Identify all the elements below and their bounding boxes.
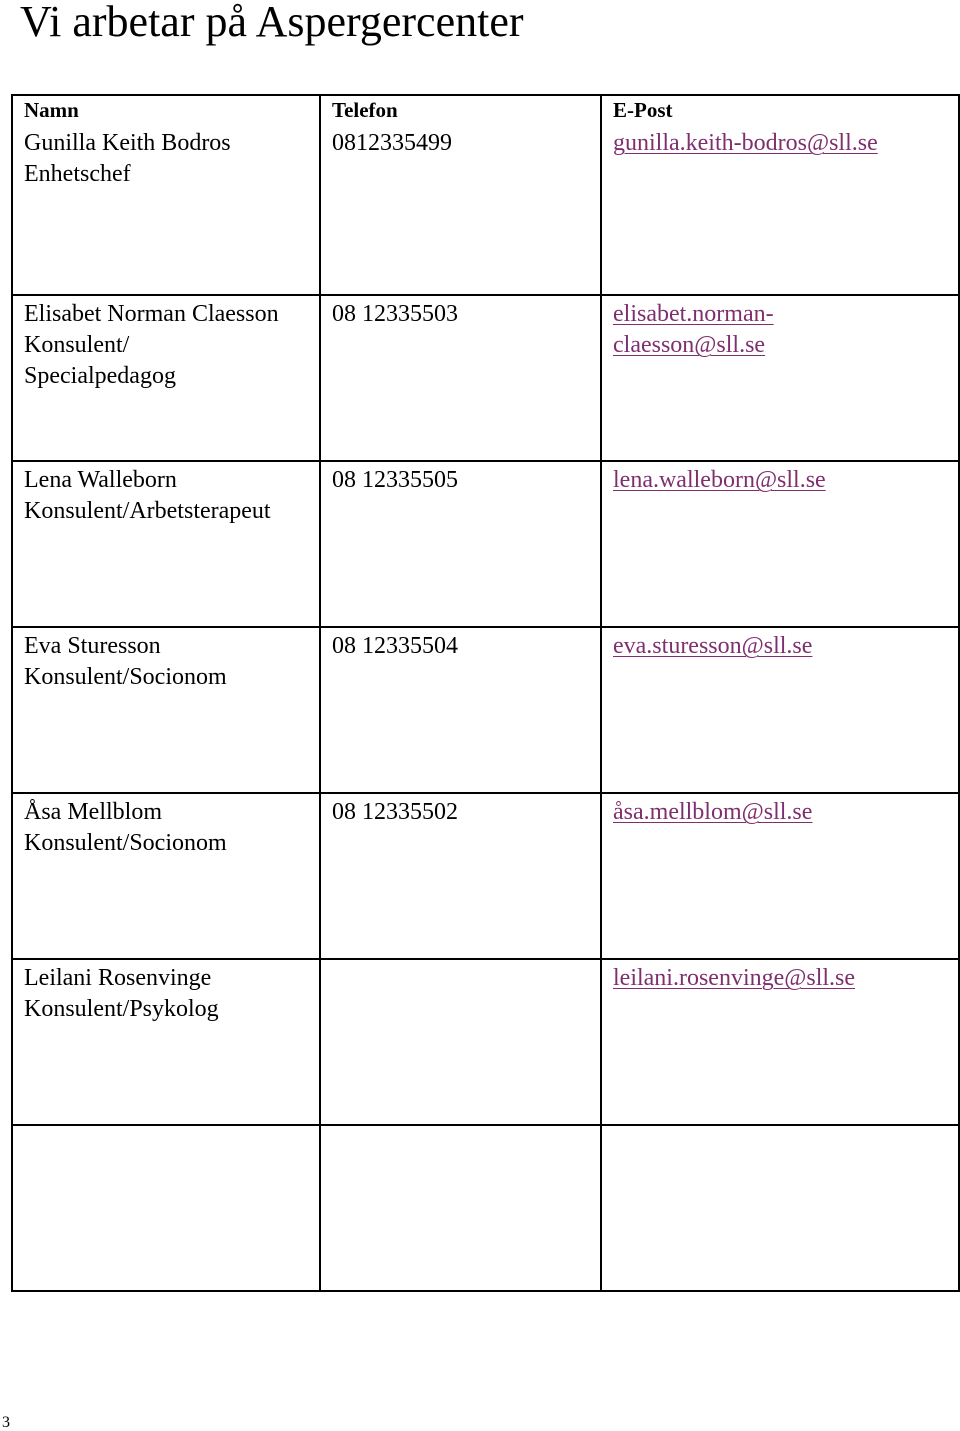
table-row — [12, 959, 959, 1125]
person-role: Konsulent/ Specialpedagog — [24, 332, 176, 389]
cell-email — [601, 461, 959, 627]
person-name: Gunilla Keith Bodros — [24, 130, 231, 156]
cell-phone — [320, 959, 601, 1125]
person-name: Leilani Rosenvinge — [24, 965, 212, 991]
cell-email — [601, 295, 959, 461]
email-link[interactable]: elisabet.norman-claesson@sll.se — [613, 301, 774, 358]
cell-name — [12, 295, 320, 461]
phone-number: 08 12335504 — [332, 633, 458, 659]
page-number: 3 — [2, 1414, 10, 1431]
phone-number: 08 12335505 — [332, 467, 458, 493]
person-role: Konsulent/Psykolog — [24, 996, 219, 1022]
cell-name — [12, 124, 320, 295]
email-link[interactable]: leilani.rosenvinge@sll.se — [613, 965, 856, 991]
email-link[interactable]: åsa.mellblom@sll.se — [613, 799, 813, 825]
cell-phone — [320, 124, 601, 295]
person-name: Elisabet Norman Claesson — [24, 301, 279, 327]
contact-table — [11, 94, 960, 1292]
table-row-empty — [12, 1125, 959, 1291]
cell-email — [601, 1125, 959, 1291]
cell-email — [601, 124, 959, 295]
cell-email — [601, 793, 959, 959]
cell-email — [601, 959, 959, 1125]
table-header-row — [12, 95, 959, 124]
table-row — [12, 124, 959, 295]
person-name: Åsa Mellblom — [24, 799, 162, 825]
phone-number: 08 12335502 — [332, 799, 458, 825]
cell-phone — [320, 793, 601, 959]
person-name: Eva Sturesson — [24, 633, 161, 659]
cell-name — [12, 627, 320, 793]
phone-number: 0812335499 — [332, 130, 452, 156]
phone-number — [321, 960, 600, 963]
table-row — [12, 627, 959, 793]
page-title: Vi arbetar på Aspergercenter — [20, 0, 524, 46]
person-name: Lena Walleborn — [24, 467, 177, 493]
cell-phone — [320, 461, 601, 627]
cell-name — [12, 793, 320, 959]
cell-phone — [320, 1125, 601, 1291]
email-link[interactable]: lena.walleborn@sll.se — [613, 467, 826, 493]
phone-number: 08 12335503 — [332, 301, 458, 327]
person-role: Enhetschef — [24, 161, 131, 187]
cell-phone — [320, 627, 601, 793]
email-link[interactable]: gunilla.keith-bodros@sll.se — [613, 130, 878, 156]
header-email: E-Post — [601, 95, 959, 124]
table-row — [12, 793, 959, 959]
table-row — [12, 461, 959, 627]
email-link[interactable]: eva.sturesson@sll.se — [613, 633, 813, 659]
person-role: Konsulent/Socionom — [24, 830, 227, 856]
person-role: Konsulent/Arbetsterapeut — [24, 498, 271, 524]
cell-email — [601, 627, 959, 793]
person-role: Konsulent/Socionom — [24, 664, 227, 690]
table-row — [12, 295, 959, 461]
cell-phone — [320, 295, 601, 461]
cell-name — [12, 461, 320, 627]
header-phone: Telefon — [320, 95, 601, 124]
cell-name — [12, 1125, 320, 1291]
cell-name — [12, 959, 320, 1125]
header-name: Namn — [12, 95, 320, 124]
